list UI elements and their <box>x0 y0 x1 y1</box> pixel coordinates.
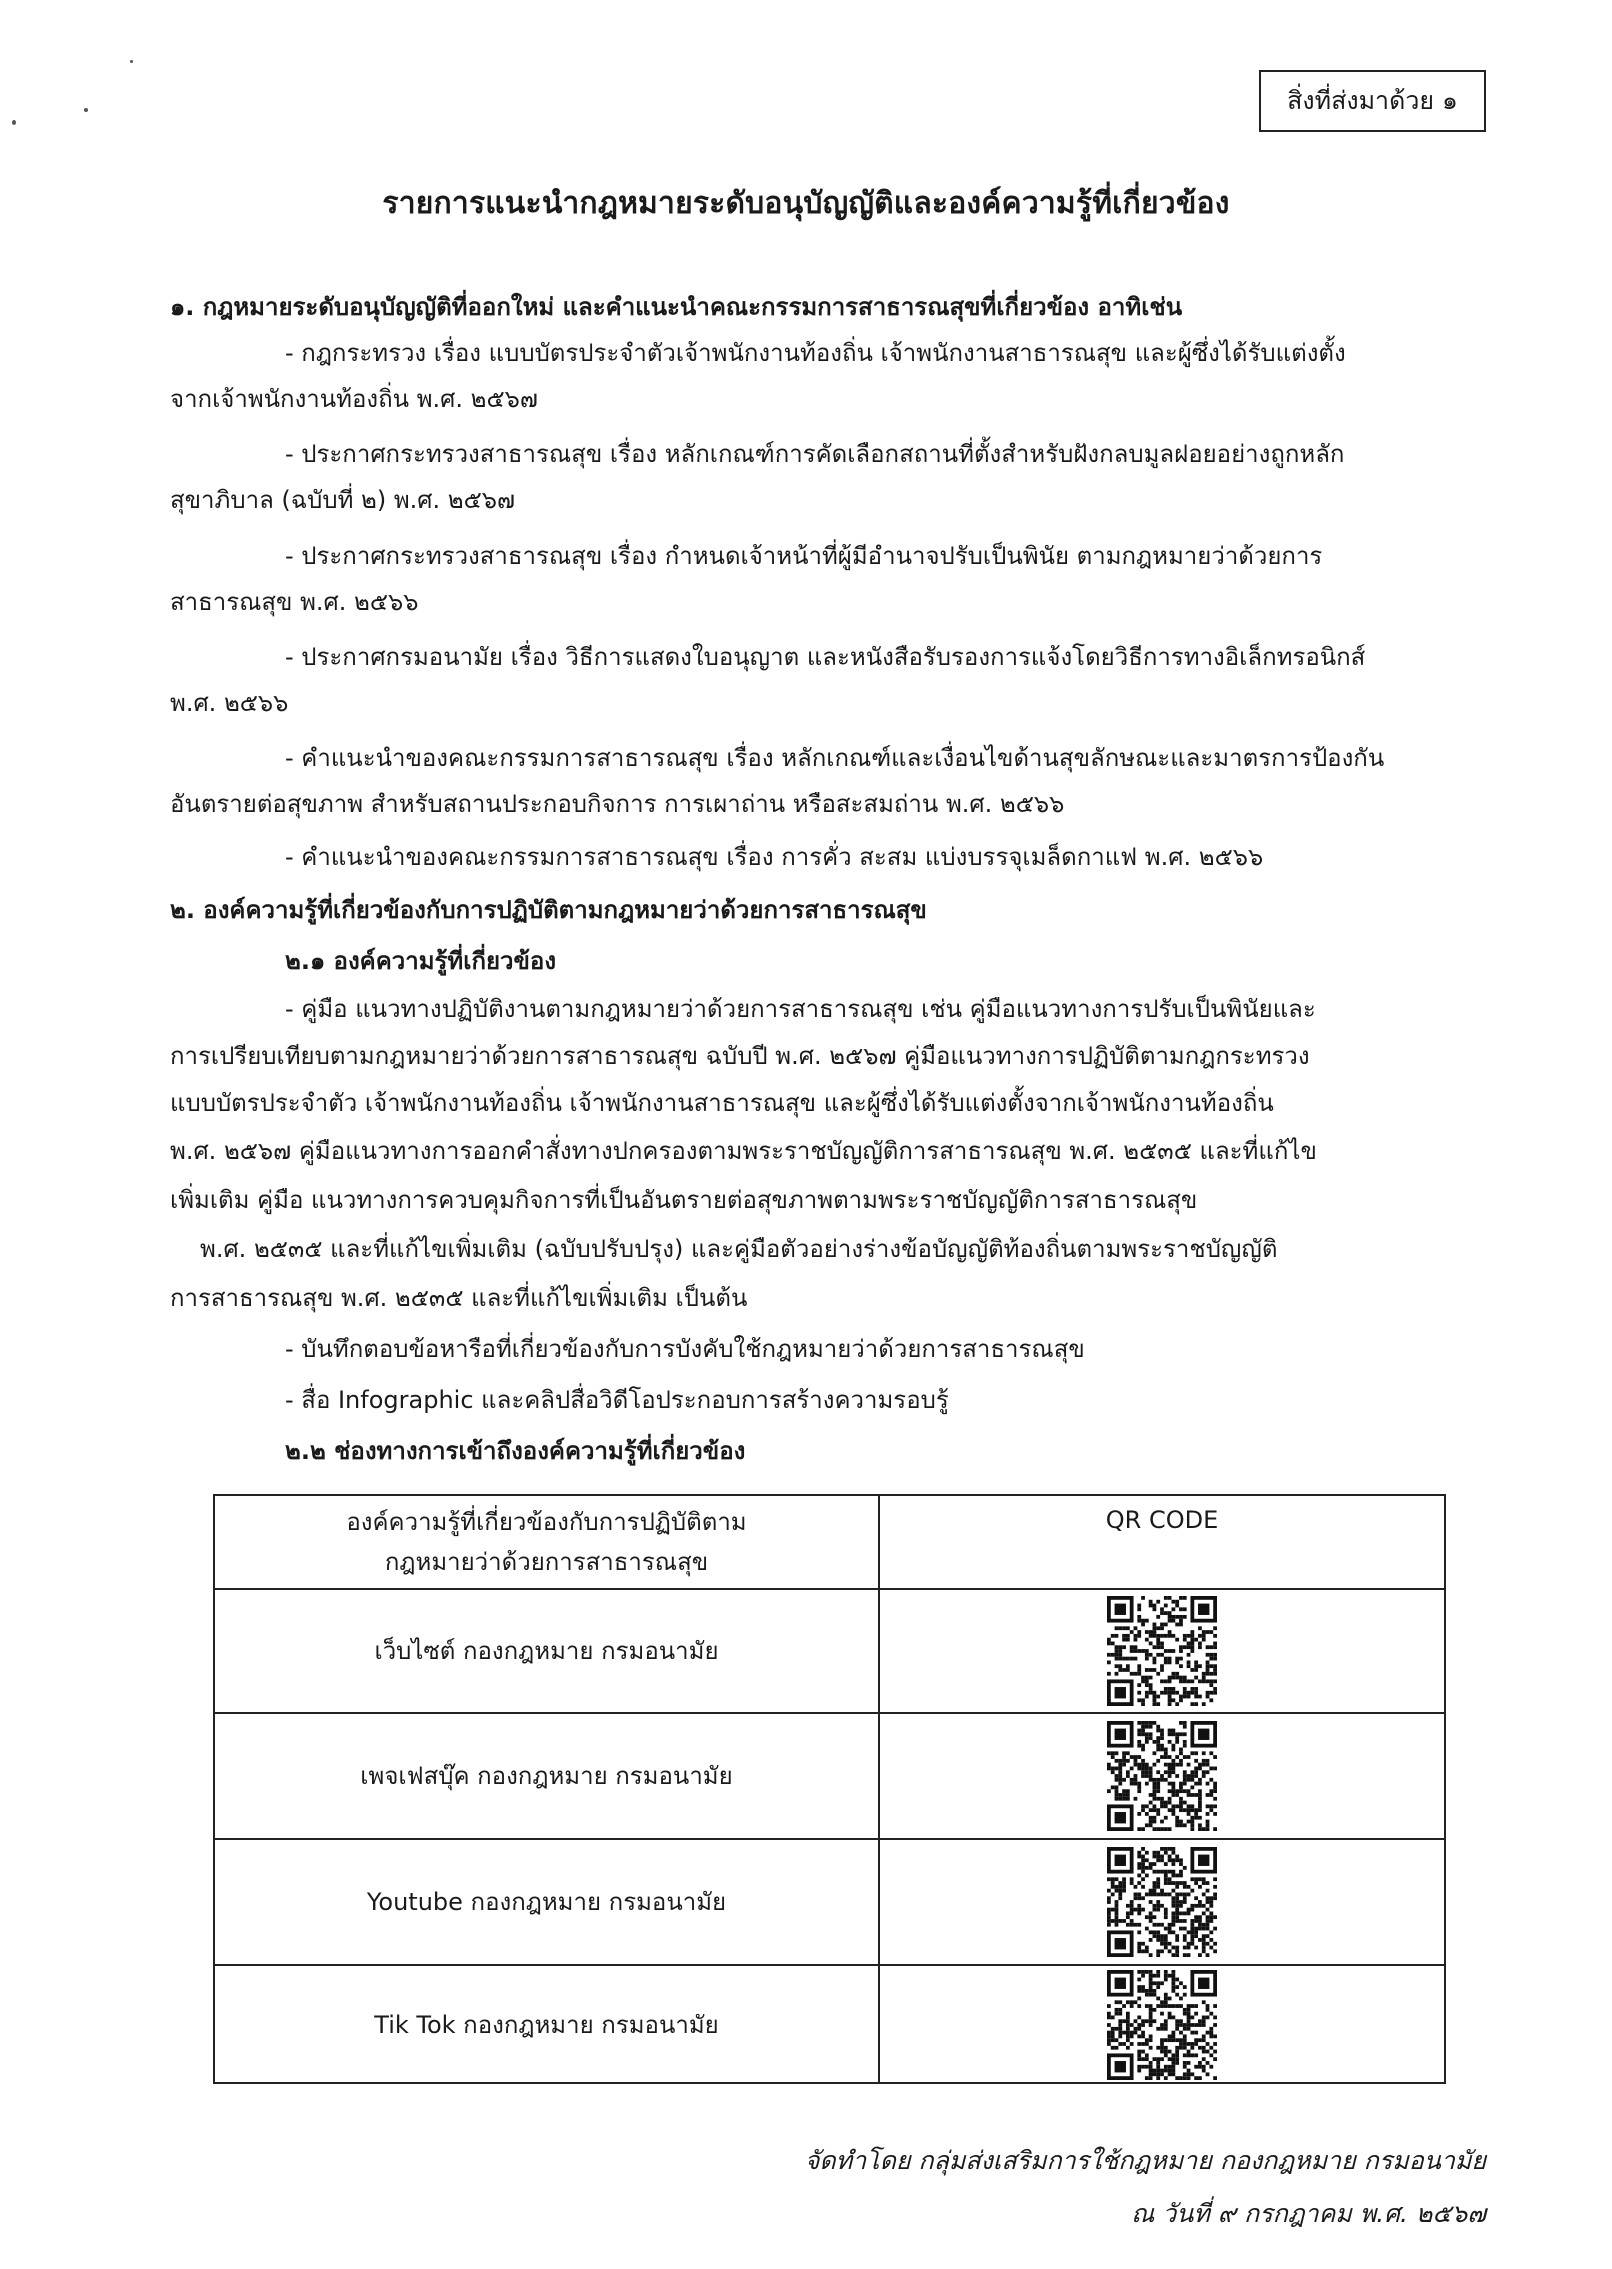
table-header-row <box>215 1496 1444 1590</box>
section2-paragraph-line: พ.ศ. ๒๕๓๕ และที่แก้ไขเพิ่มเติม (ฉบับปรับปรุง) และคู่มือตัวอย่างร่างข้อบัญญัติท้องถิ่นตามพระราชบัญญัติ <box>200 1235 1278 1263</box>
section2-paragraph-line: การสาธารณสุข พ.ศ. ๒๕๓๕ และที่แก้ไขเพิ่มเติม เป็นต้น <box>170 1284 748 1312</box>
document-title: รายการแนะนำกฎหมายระดับอนุบัญญัติและองค์ความรู้ที่เกี่ยวข้อง <box>382 186 1230 221</box>
section2-paragraph-line: - คู่มือ แนวทางปฏิบัติงานตามกฎหมายว่าด้วยการสาธารณสุข เช่น คู่มือแนวทางการปรับเป็นพินัยและ <box>285 995 1316 1023</box>
section2-paragraph-line: การเปรียบเทียบตามกฎหมายว่าด้วยการสาธารณสุข ฉบับปี พ.ศ. ๒๕๖๗ คู่มือแนวทางการปฏิบัติตามกฎกระทรวง <box>170 1042 1310 1070</box>
table-header-left <box>215 1496 878 1588</box>
footer-date: ณ วันที่ ๙ กรกฎาคม พ.ศ. ๒๕๖๗ <box>1131 2199 1486 2228</box>
section1-item-line: - ประกาศกระทรวงสาธารณสุข เรื่อง หลักเกณฑ์การคัดเลือกสถานที่ตั้งสำหรับฝังกลบมูลฝอยอย่างถูกหลัก <box>285 440 1345 468</box>
section2-paragraph-line: พ.ศ. ๒๕๖๗ คู่มือแนวทางการออกคำสั่งทางปกครองตามพระราชบัญญัติการสาธารณสุข พ.ศ. ๒๕๓๕ และที่แก้ไข <box>170 1137 1317 1165</box>
table-row <box>215 1966 1444 2084</box>
section1-item-line: จากเจ้าพนักงานท้องถิ่น พ.ศ. ๒๕๖๗ <box>170 385 538 413</box>
table-row <box>215 1714 1444 1840</box>
table-header-right: QR CODE <box>1105 1506 1219 1534</box>
section2-heading: ๒. องค์ความรู้ที่เกี่ยวข้องกับการปฏิบัติตามกฎหมายว่าด้วยการสาธารณสุข <box>170 896 927 924</box>
table-row-label: เว็บไซต์ กองกฎหมาย กรมอนามัย <box>374 1637 719 1665</box>
attachment-label-box <box>1259 70 1486 132</box>
table-row-qr-cell <box>880 1966 1444 2084</box>
scan-speck <box>84 108 88 112</box>
section1-item-line: พ.ศ. ๒๕๖๖ <box>170 689 289 717</box>
section2-paragraph-line: แบบบัตรประจำตัว เจ้าพนักงานท้องถิ่น เจ้าพนักงานสาธารณสุข และผู้ซึ่งได้รับแต่งตั้งจากเจ้าพนักงานท้องถิ่น <box>170 1089 1274 1117</box>
section1-item-line: อันตรายต่อสุขภาพ สำหรับสถานประกอบกิจการ การเผาถ่าน หรือสะสมถ่าน พ.ศ. ๒๕๖๖ <box>170 790 1065 818</box>
table-row-qr-cell <box>880 1714 1444 1838</box>
section2-bullet: - บันทึกตอบข้อหารือที่เกี่ยวข้องกับการบังคับใช้กฎหมายว่าด้วยการสาธารณสุข <box>285 1335 1085 1363</box>
section1-item-line: - คำแนะนำของคณะกรรมการสาธารณสุข เรื่อง หลักเกณฑ์และเงื่อนไขด้านสุขลักษณะและมาตรการป้องกัน <box>285 744 1385 772</box>
qr-code-website[interactable] <box>1107 1596 1217 1706</box>
section1-item-line: - ประกาศกระทรวงสาธารณสุข เรื่อง กำหนดเจ้าหน้าที่ผู้มีอำนาจปรับเป็นพินัย ตามกฎหมายว่าด้วยการ <box>285 542 1323 570</box>
table-row-qr-cell <box>880 1590 1444 1712</box>
knowledge-channel-table <box>213 1494 1446 2084</box>
qr-code-tiktok[interactable] <box>1107 1970 1217 2080</box>
section1-heading: ๑. กฎหมายระดับอนุบัญญัติที่ออกใหม่ และคำแนะนำคณะกรรมการสาธารณสุขที่เกี่ยวข้อง อาทิเช่น <box>170 293 1183 321</box>
section2-sub2-heading: ๒.๒ ช่องทางการเข้าถึงองค์ความรู้ที่เกี่ยวข้อง <box>285 1437 746 1465</box>
scan-speck <box>12 120 16 125</box>
section1-item-line: สุขาภิบาล (ฉบับที่ ๒) พ.ศ. ๒๕๖๗ <box>170 486 516 514</box>
table-row-qr-cell <box>880 1840 1444 1964</box>
attachment-label: สิ่งที่ส่งมาด้วย ๑ <box>1287 86 1458 115</box>
section2-paragraph-line: เพิ่มเติม คู่มือ แนวทางการควบคุมกิจการที่เป็นอันตรายต่อสุขภาพตามพระราชบัญญัติการสาธารณสุข <box>170 1186 1198 1214</box>
qr-code-youtube[interactable] <box>1107 1847 1217 1957</box>
scan-speck <box>130 60 133 63</box>
table-header-left-line: กฎหมายว่าด้วยการสาธารณสุข <box>384 1548 709 1576</box>
section2-sub1-heading: ๒.๑ องค์ความรู้ที่เกี่ยวข้อง <box>285 947 557 975</box>
table-row-label: เพจเฟสบุ๊ค กองกฎหมาย กรมอนามัย <box>360 1762 733 1790</box>
qr-code-facebook[interactable] <box>1107 1721 1217 1831</box>
table-header-left-line: องค์ความรู้ที่เกี่ยวข้องกับการปฏิบัติตาม <box>346 1508 747 1536</box>
section1-item-line: สาธารณสุข พ.ศ. ๒๕๖๖ <box>170 588 419 616</box>
section1-item-line: - คำแนะนำของคณะกรรมการสาธารณสุข เรื่อง การคั่ว สะสม แบ่งบรรจุเมล็ดกาแฟ พ.ศ. ๒๕๖๖ <box>285 843 1264 871</box>
table-row-label: Tik Tok กองกฎหมาย กรมอนามัย <box>374 2011 719 2039</box>
table-row <box>215 1840 1444 1966</box>
table-row <box>215 1590 1444 1714</box>
table-row-label: Youtube กองกฎหมาย กรมอนามัย <box>366 1888 727 1916</box>
footer-prepared-by: จัดทำโดย กลุ่มส่งเสริมการใช้กฎหมาย กองกฎหมาย กรมอนามัย <box>804 2146 1486 2175</box>
section2-bullet: - สื่อ Infographic และคลิปสื่อวิดีโอประกอบการสร้างความรอบรู้ <box>285 1386 949 1414</box>
section1-item-line: - กฎกระทรวง เรื่อง แบบบัตรประจำตัวเจ้าพนักงานท้องถิ่น เจ้าพนักงานสาธารณสุข และผู้ซึ่งได้รับแต่งตั้ง <box>285 339 1346 367</box>
section1-item-line: - ประกาศกรมอนามัย เรื่อง วิธีการแสดงใบอนุญาต และหนังสือรับรองการแจ้งโดยวิธีการทางอิเล็กทรอนิกส์ <box>285 643 1366 671</box>
